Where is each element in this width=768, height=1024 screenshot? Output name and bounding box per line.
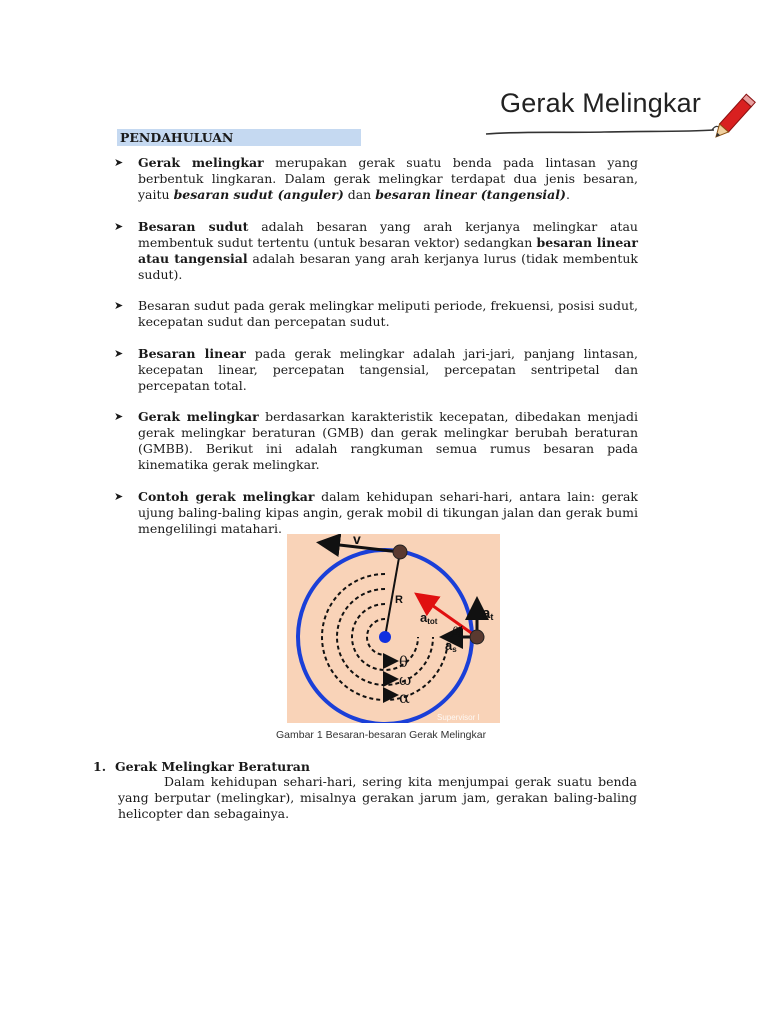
bold-term: Besaran linear xyxy=(138,345,246,361)
bold-term: Gerak melingkar xyxy=(138,155,264,170)
body-text: merupakan gerak suatu benda pada lintasan yang berbentuk lingkaran. Dalam gerak melingkar terdapat dua jenis besaran, yaitu xyxy=(138,155,638,202)
bullet-list xyxy=(114,155,638,552)
label-v: v xyxy=(353,534,361,547)
list-item xyxy=(114,409,638,473)
subsection-title: Gerak Melingkar Beraturan xyxy=(115,759,310,774)
arrow-bullet-icon: ➤ xyxy=(114,410,124,423)
particle-top xyxy=(393,545,407,559)
body-text: dan xyxy=(343,187,376,202)
label-theta: θ xyxy=(399,653,409,671)
body-text: . xyxy=(565,187,570,202)
arrow-bullet-icon: ➤ xyxy=(114,489,124,503)
watermark: Supervisor I xyxy=(437,713,480,722)
label-at: at xyxy=(482,605,494,622)
label-as: as xyxy=(445,638,457,654)
bold-term: Gerak melingkar xyxy=(138,409,259,424)
center-point xyxy=(379,631,391,643)
list-item xyxy=(114,219,638,283)
arrow-bullet-icon: ➤ xyxy=(114,156,124,169)
arrow-bullet-icon: ➤ xyxy=(114,299,124,312)
body-text: adalah besaran yang arah kerjanya lurus (tidak membentuk sudut). xyxy=(138,250,638,282)
body-text: pada gerak melingkar adalah jari-jari, panjang lintasan, kecepatan linear, percepatan tangensial, percepatan sentripetal dan percepatan total. xyxy=(138,345,638,393)
bold-italic-term: besaran linear (tangensial) xyxy=(375,187,566,202)
section-heading: PENDAHULUAN xyxy=(117,129,361,146)
bold-italic-term: besaran sudut (anguler) xyxy=(173,187,344,202)
list-item xyxy=(114,489,638,537)
list-item xyxy=(114,298,638,330)
bold-term: besaran linear atau tangensial xyxy=(138,234,638,266)
label-beta: β xyxy=(452,625,459,638)
arrow-bullet-icon: ➤ xyxy=(114,219,124,233)
bold-term: Contoh gerak melingkar xyxy=(138,488,315,504)
list-item xyxy=(114,155,638,203)
label-alpha: α xyxy=(399,688,410,707)
body-text: Besaran sudut pada gerak melingkar meliputi periode, frekuensi, posisi sudut, kecepatan sudut dan percepatan sudut. xyxy=(138,298,638,329)
particle-right xyxy=(470,630,484,644)
label-atot: atot xyxy=(420,610,438,626)
subsection-heading xyxy=(93,759,310,774)
arrow-bullet-icon: ➤ xyxy=(114,346,124,360)
label-omega: ω xyxy=(399,671,412,689)
paragraph-text: Dalam kehidupan sehari-hari, sering kita menjumpai gerak suatu benda yang berputar (melingkar), misalnya gerakan jarum jam, gerakan baling-baling helicopter dan sebagainya. xyxy=(118,774,637,821)
title-underline-pencil-icon xyxy=(484,90,764,140)
body-text: adalah besaran yang arah kerjanya melingkar atau membentuk sudut tertentu (untuk besaran vektor) sedangkan xyxy=(138,218,638,250)
subsection-number: 1. xyxy=(93,759,107,774)
list-item xyxy=(114,346,638,394)
body-text: berdasarkan karakteristik kecepatan, dibedakan menjadi gerak melingkar beraturan (GMB) dan gerak melingkar berubah beraturan (GMBB). Berikut ini adalah rangkuman semua rumus besaran pada kinematika gerak melingkar. xyxy=(138,409,638,472)
label-r: R xyxy=(395,594,403,606)
body-paragraph xyxy=(118,774,637,822)
circular-motion-diagram xyxy=(287,534,500,723)
body-text: dalam kehidupan sehari-hari, antara lain: gerak ujung baling-baling kipas angin, gerak mobil di tikungan jalan dan gerak bumi mengelilingi matahari. xyxy=(138,488,639,536)
figure-caption: Gambar 1 Besaran-besaran Gerak Melingkar xyxy=(276,729,487,741)
page-title: Gerak Melingkar xyxy=(500,88,702,118)
bold-term: Besaran sudut xyxy=(138,218,249,234)
